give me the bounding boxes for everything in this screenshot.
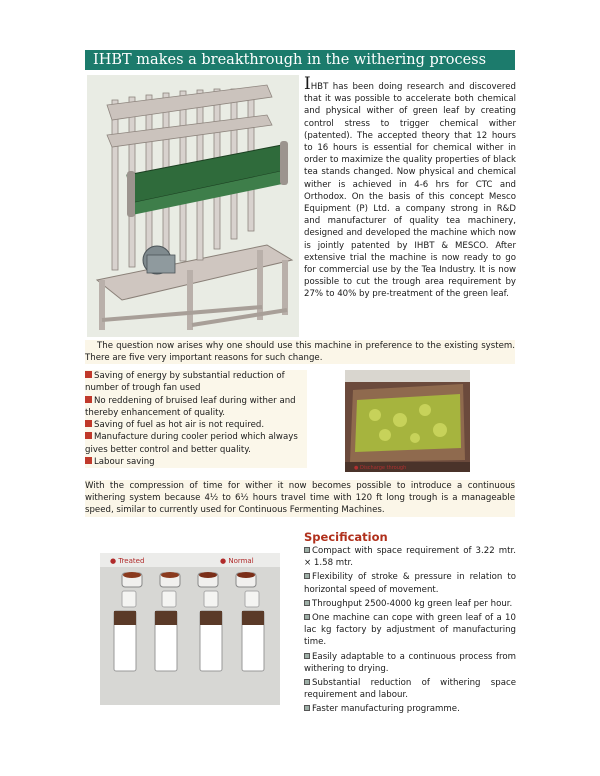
list-item: Faster manufacturing programme. (304, 703, 516, 715)
question-paragraph: The question now arises why one should use this machine in preference to the existing system. There are five very important reasons for such change. (85, 341, 515, 364)
bullet-icon (304, 653, 310, 659)
list-item: Manufacture during cooler period which always gives better control and better quality. (85, 432, 298, 455)
intro-paragraph (304, 74, 516, 301)
trough-photo (345, 370, 470, 472)
intro-text: HBT has been doing research and discovered that it was possible to accelerate both chemical and physical wither of green leaf by creating control stress to trigger chemical wither (patented). The accepted theory that 12 hours to 16 hours is essential for chemical wither in order to maximize the quality properties of black tea stands changed. Now physical and chemical wither is achieved in 4-6 hrs for CTC and Orthodox. On the basis of this concept Mesco Equipment (P) Ltd. a company strong in R&D and manufacturer of quality tea machinery, designed and developed the machine which now is jointly patented by IHBT & MESCO. After extensive trial the machine is now ready to go for commercial use by the Tea Industry. It is now possible to cut the trough area requirement by 27% to 40% by pre-treatment of the green leaf. (304, 82, 516, 300)
bullet-icon (85, 420, 92, 427)
compression-paragraph: With the compression of time for wither it now becomes possible to introduce a continuous withering system because 4½ to 6½ hours travel time with 120 ft long trough is a manageable speed, similar to currently used for Continuous Fermenting Machines. (85, 481, 515, 516)
specification-heading: Specification (304, 530, 388, 544)
specification-list (304, 545, 516, 718)
list-item: Easily adaptable to a continuous process from withering to drying. (304, 651, 516, 674)
bullet-icon (304, 705, 310, 711)
bullet-icon (304, 600, 310, 606)
bullet-icon (304, 547, 310, 553)
list-item: Throughput 2500-4000 kg green leaf per hour. (304, 598, 516, 610)
withering-machine-photo (87, 75, 299, 337)
bullet-icon (85, 457, 92, 464)
list-item: Labour saving (85, 456, 307, 468)
list-item: One machine can cope with green leaf of a 10 lac kg factory by adjustment of manufacturing time. (304, 613, 516, 648)
bullet-icon (85, 371, 92, 378)
list-item: Saving of energy by substantial reduction of number of trough fan used (85, 371, 285, 394)
list-item: No reddening of bruised leaf during wither and thereby enhancement of quality. (85, 395, 296, 418)
list-item: Flexibility of stroke & pressure in relation to horizontal speed of movement. (304, 572, 516, 595)
normal-label: ● Normal (220, 557, 254, 565)
list-item: Substantial reduction of withering space requirement and labour. (304, 678, 516, 701)
drop-cap: I (304, 74, 311, 94)
bullet-icon (304, 679, 310, 685)
list-item: Compact with space requirement of 3.22 mtr. × 1.58 mtr. (304, 546, 516, 569)
bullet-icon (85, 432, 92, 439)
article-title: IHBT makes a breakthrough in the withering process (85, 50, 515, 70)
bullet-icon (304, 614, 310, 620)
treated-label: ● Treated (110, 557, 145, 565)
list-item: Saving of fuel as hot air is not required. (85, 419, 307, 431)
bullet-icon (85, 396, 92, 403)
tea-cups-photo (100, 553, 280, 705)
trough-caption: ● Discharge through (354, 465, 407, 471)
bullet-icon (304, 573, 310, 579)
reasons-list (85, 370, 307, 468)
